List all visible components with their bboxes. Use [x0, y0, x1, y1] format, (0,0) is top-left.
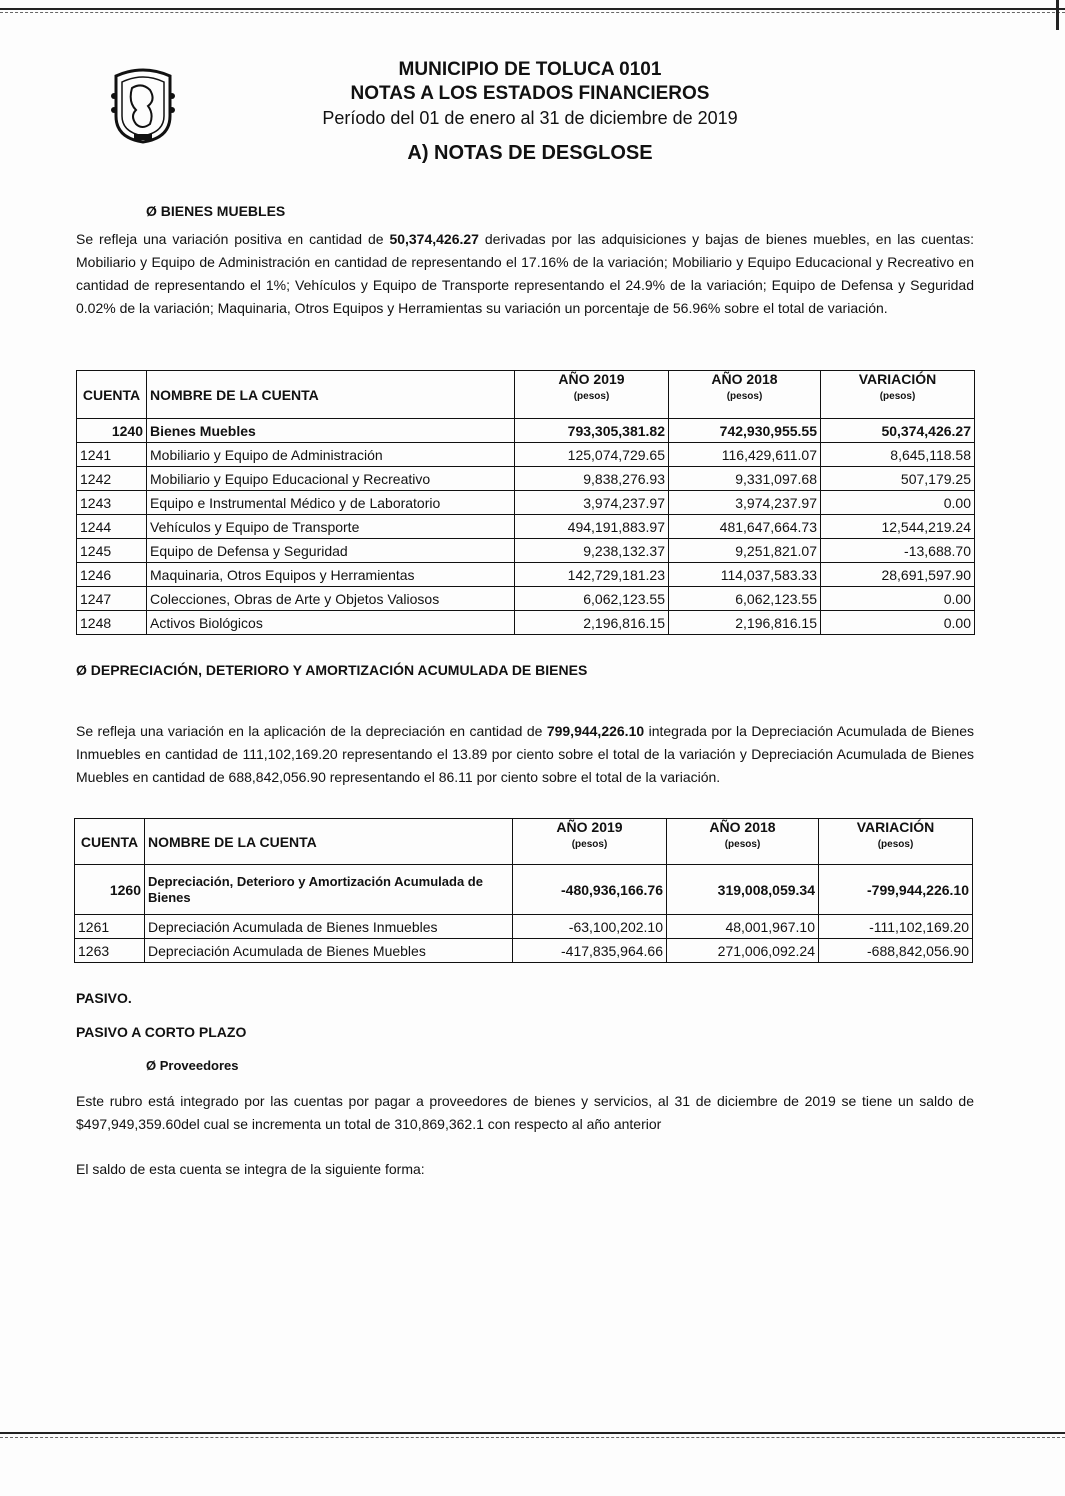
col-variacion-label: VARIACIÓN	[856, 819, 935, 835]
table-row	[77, 563, 975, 587]
table-row	[77, 467, 975, 491]
bottom-border-line	[0, 1432, 1065, 1434]
cell-2018: 3,974,237.97	[669, 491, 821, 515]
cell-name: Equipo de Defensa y Seguridad	[147, 539, 515, 563]
cell-var: 12,544,219.24	[821, 515, 975, 539]
bienes-para-post: derivadas por las adquisiciones y bajas de bienes muebles, en las cuentas: Mobiliario y Equipo de Administración en cantidad de representando el 17.16% de la variación; Mobiliario y Equipo Educacional y Recreativo en cantidad de representando el 1%; Vehículos y Equipo de Transporte representando el 24.9% de la variación; Equipo de Defensa y Seguridad 0.02% de la variación; Maquinaria, Otros Equipos y Herramientas su variación un porcentaje de 56.96% sobre el total de variación.	[76, 231, 974, 316]
bottom-border-dashed	[0, 1437, 1065, 1438]
pasivo-subtitle: PASIVO A CORTO PLAZO	[76, 1024, 247, 1040]
depreciacion-paragraph	[76, 720, 974, 789]
section-title: A) NOTAS DE DESGLOSE	[407, 142, 653, 164]
table-row	[75, 915, 973, 939]
cell-name: Mobiliario y Equipo Educacional y Recreativo	[147, 467, 515, 491]
bienes-para-pre: Se refleja una variación positiva en cantidad de	[76, 231, 390, 247]
table-row	[77, 611, 975, 635]
cell-name: Depreciación Acumulada de Bienes Muebles	[145, 939, 513, 963]
municipal-seal-icon	[108, 66, 178, 144]
cell-code: 1263	[75, 939, 145, 963]
cell-code: 1247	[77, 587, 147, 611]
notes-title: NOTAS A LOS ESTADOS FINANCIEROS	[350, 83, 710, 104]
cell-var: 28,691,597.90	[821, 563, 975, 587]
cell-var: 50,374,426.27	[821, 419, 975, 443]
cell-name: Vehículos y Equipo de Transporte	[147, 515, 515, 539]
cell-name: Equipo e Instrumental Médico y de Laboratorio	[147, 491, 515, 515]
col-2018-label: AÑO 2018	[711, 371, 778, 387]
cell-2018: 319,008,059.34	[667, 865, 819, 915]
cell-name: Bienes Muebles	[147, 419, 515, 443]
col-nombre: NOMBRE DE LA CUENTA	[145, 819, 513, 865]
cell-2019: -63,100,202.10	[513, 915, 667, 939]
cell-code: 1245	[77, 539, 147, 563]
cell-var: 0.00	[821, 611, 975, 635]
bienes-heading: Ø BIENES MUEBLES	[146, 203, 286, 219]
table-row	[77, 443, 975, 467]
col-variacion-label: VARIACIÓN	[858, 371, 937, 387]
top-border-line	[0, 8, 1065, 10]
cell-2019: 142,729,181.23	[515, 563, 669, 587]
depreciacion-table	[74, 818, 973, 963]
col-2019-unit: (pesos)	[573, 391, 610, 402]
cell-name: Depreciación Acumulada de Bienes Inmuebles	[145, 915, 513, 939]
col-2019-label: AÑO 2019	[556, 819, 623, 835]
cell-var: 8,645,118.58	[821, 443, 975, 467]
cell-var: 0.00	[821, 491, 975, 515]
municipality-title: MUNICIPIO DE TOLUCA 0101	[398, 59, 662, 80]
cell-code: 1261	[75, 915, 145, 939]
cell-code: 1246	[77, 563, 147, 587]
cell-var: 0.00	[821, 587, 975, 611]
cell-2018: 271,006,092.24	[667, 939, 819, 963]
cell-2018: 742,930,955.55	[669, 419, 821, 443]
cell-2018: 114,037,583.33	[669, 563, 821, 587]
col-2019-unit: (pesos)	[571, 839, 608, 850]
col-variacion-unit: (pesos)	[877, 839, 914, 850]
proveedores-heading: Ø Proveedores	[146, 1058, 239, 1073]
cell-2019: 9,238,132.37	[515, 539, 669, 563]
table-row	[75, 939, 973, 963]
bienes-paragraph	[76, 228, 974, 320]
proveedores-paragraph: Este rubro está integrado por las cuentas por pagar a proveedores de bienes y servicios, al 31 de diciembre de 2019 se tiene un saldo de $497,949,359.60del cual se incrementa un total de 310,869,362.1 con respecto al año anterior	[76, 1093, 974, 1132]
cell-2018: 48,001,967.10	[667, 915, 819, 939]
cell-var: -111,102,169.20	[819, 915, 973, 939]
col-2018-unit: (pesos)	[724, 839, 761, 850]
depreciacion-para-post: integrada por la Depreciación Acumulada de Bienes Inmuebles en cantidad de 111,102,169.20 representando el 13.89 por ciento sobre el total de la variación y Depreciación Acumulada de Bienes Muebles en cantidad de 688,842,056.90 representando el 86.11 por ciento sobre el total de la variación.	[76, 723, 974, 785]
pasivo-title: PASIVO.	[76, 990, 132, 1006]
cell-name: Activos Biológicos	[147, 611, 515, 635]
cell-2018: 9,331,097.68	[669, 467, 821, 491]
table-row	[77, 587, 975, 611]
cell-2018: 116,429,611.07	[669, 443, 821, 467]
depreciacion-heading: Ø DEPRECIACIÓN, DETERIORO Y AMORTIZACIÓN ACUMULADA DE BIENES	[76, 662, 588, 678]
cell-var: 507,179.25	[821, 467, 975, 491]
cell-code: 1240	[77, 419, 147, 443]
cell-code: 1260	[75, 865, 145, 915]
table-row-total	[77, 419, 975, 443]
table-row	[77, 515, 975, 539]
cell-name: Maquinaria, Otros Equipos y Herramientas	[147, 563, 515, 587]
col-2018	[669, 371, 821, 419]
cell-2019: 494,191,883.97	[515, 515, 669, 539]
table-row	[77, 491, 975, 515]
depreciacion-para-pre: Se refleja una variación en la aplicación de la depreciación en cantidad de	[76, 723, 547, 739]
cell-2019: 793,305,381.82	[515, 419, 669, 443]
col-2019	[515, 371, 669, 419]
bienes-para-amount: 50,374,426.27	[389, 231, 479, 247]
saldo-text: El saldo de esta cuenta se integra de la siguiente forma:	[76, 1161, 425, 1177]
cell-code: 1242	[77, 467, 147, 491]
cell-var: -688,842,056.90	[819, 939, 973, 963]
cell-code: 1241	[77, 443, 147, 467]
cell-2018: 6,062,123.55	[669, 587, 821, 611]
col-variacion	[819, 819, 973, 865]
cell-code: 1248	[77, 611, 147, 635]
cell-2019: 6,062,123.55	[515, 587, 669, 611]
col-2019	[513, 819, 667, 865]
col-cuenta: CUENTA	[75, 819, 145, 865]
cell-code: 1243	[77, 491, 147, 515]
col-variacion	[821, 371, 975, 419]
period-text: Período del 01 de enero al 31 de diciembre de 2019	[322, 108, 738, 128]
col-variacion-unit: (pesos)	[879, 391, 916, 402]
cell-2019: 2,196,816.15	[515, 611, 669, 635]
top-right-mark	[1056, 0, 1059, 30]
col-2018-unit: (pesos)	[726, 391, 763, 402]
cell-var: -799,944,226.10	[819, 865, 973, 915]
cell-2018: 9,251,821.07	[669, 539, 821, 563]
col-2018-label: AÑO 2018	[709, 819, 776, 835]
cell-name: Depreciación, Deterioro y Amortización Acumulada de Bienes	[145, 865, 513, 915]
document-header	[260, 58, 800, 165]
col-2018	[667, 819, 819, 865]
cell-2019: 3,974,237.97	[515, 491, 669, 515]
cell-2019: -417,835,964.66	[513, 939, 667, 963]
cell-2019: 9,838,276.93	[515, 467, 669, 491]
cell-2018: 481,647,664.73	[669, 515, 821, 539]
cell-var: -13,688.70	[821, 539, 975, 563]
table-row	[77, 539, 975, 563]
cell-2019: -480,936,166.76	[513, 865, 667, 915]
top-border-dashed	[0, 12, 1065, 13]
table-row-total	[75, 865, 973, 915]
bienes-table	[76, 370, 975, 635]
col-cuenta: CUENTA	[77, 371, 147, 419]
col-nombre: NOMBRE DE LA CUENTA	[147, 371, 515, 419]
cell-name: Colecciones, Obras de Arte y Objetos Valiosos	[147, 587, 515, 611]
cell-code: 1244	[77, 515, 147, 539]
col-2019-label: AÑO 2019	[558, 371, 625, 387]
cell-2019: 125,074,729.65	[515, 443, 669, 467]
depreciacion-para-amount: 799,944,226.10	[546, 723, 645, 739]
cell-name: Mobiliario y Equipo de Administración	[147, 443, 515, 467]
cell-2018: 2,196,816.15	[669, 611, 821, 635]
